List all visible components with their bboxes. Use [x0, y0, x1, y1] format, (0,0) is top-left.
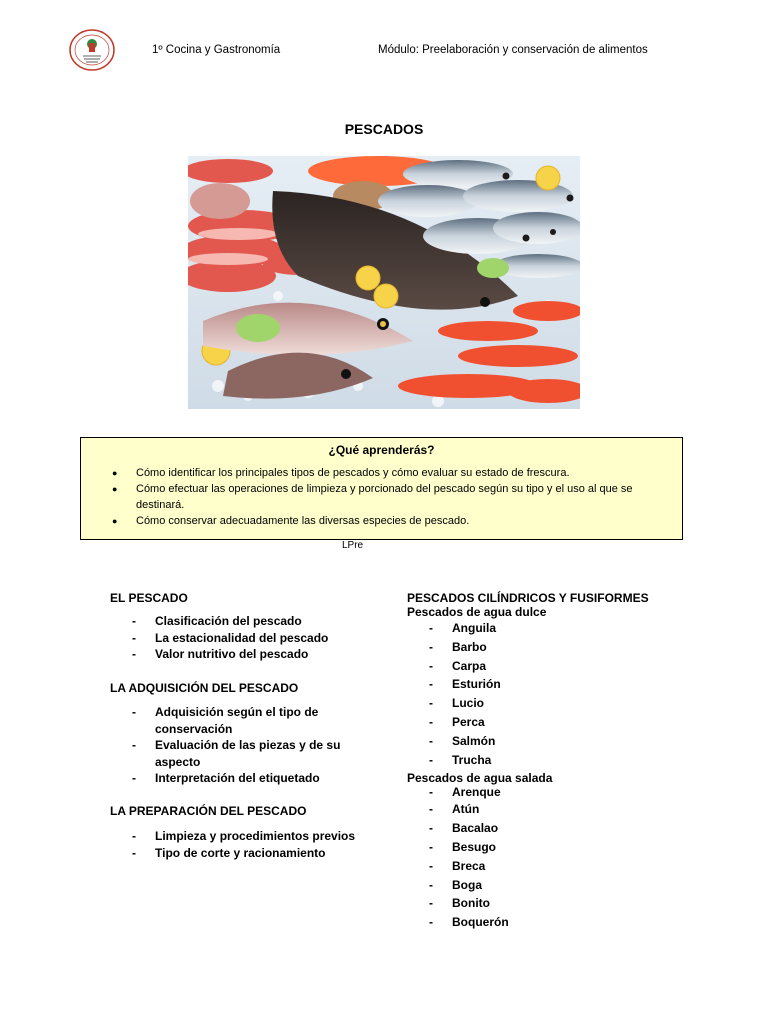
learning-objectives-title: ¿Qué aprenderás? — [328, 443, 435, 457]
section-fish-types — [407, 591, 707, 932]
list-item: - Besugo — [429, 839, 497, 854]
list-item: - Tipo de corte y racionamiento — [132, 845, 326, 860]
list-item: - Valor nutritivo del pescado — [132, 647, 309, 661]
list-item: - Bacalao — [429, 821, 499, 836]
list-item: - Lucio — [429, 696, 484, 711]
list-item: - Clasificación del pescado — [132, 614, 302, 628]
bullet-icon: ● — [112, 468, 118, 478]
list-item: - Evaluación de las piezas y de su aspecto — [132, 738, 341, 769]
fish-market-photo — [188, 156, 580, 409]
module-name: Módulo: Preelaboración y conservación de alimentos — [378, 44, 648, 56]
learning-objectives-list — [81, 465, 681, 529]
saltwater-list — [407, 785, 707, 932]
course-name: 1º Cocina y Gastronomía — [152, 44, 281, 56]
list-item: - Interpretación del etiquetado — [132, 771, 320, 785]
section-title: LA PREPARACIÓN DEL PESCADO — [110, 804, 307, 818]
list-item: - Trucha — [429, 752, 492, 767]
bullet-icon: ● — [112, 484, 118, 494]
section-list — [110, 613, 380, 663]
list-item: - Anguila — [429, 621, 496, 635]
freshwater-title: Pescados de agua dulce — [407, 605, 547, 619]
list-item: - Salmón — [429, 733, 496, 748]
list-item: - Boga — [429, 877, 482, 892]
list-item: ● Cómo conservar adecuadamente las diversas especies de pescado. — [112, 515, 470, 527]
list-item: - La estacionalidad del pescado — [132, 630, 329, 645]
section-title: EL PESCADO — [110, 591, 188, 605]
section-list — [110, 828, 380, 861]
list-item: - Adquisición según el tipo de conservación — [132, 705, 319, 736]
list-item: ● Cómo efectuar las operaciones de limpieza y porcionado del pescado según su tipo y el uso al que se destinará. — [112, 483, 633, 511]
learning-objectives-box — [80, 437, 683, 540]
section-title: PESCADOS CILÍNDRICOS Y FUSIFORMES — [407, 591, 649, 605]
section-title: LA ADQUISICIÓN DEL PESCADO — [110, 681, 299, 695]
section-preparacion — [110, 804, 380, 861]
list-item: - Esturión — [429, 677, 501, 692]
school-logo-icon — [68, 28, 116, 72]
page-title: PESCADOS — [344, 121, 424, 137]
stray-text: LPre — [342, 540, 364, 551]
list-item: - Bonito — [429, 896, 490, 911]
list-item: - Limpieza y procedimientos previos — [132, 829, 356, 843]
list-item: - Carpa — [429, 658, 487, 673]
section-list — [110, 704, 350, 787]
bullet-icon: ● — [112, 516, 118, 526]
section-adquisicion — [110, 681, 380, 787]
list-item: ● Cómo identificar los principales tipos de pescados y cómo evaluar su estado de frescura. — [112, 467, 570, 479]
saltwater-title: Pescados de agua salada — [407, 771, 553, 786]
list-item: - Atún — [429, 802, 480, 817]
list-item: - Arenque — [429, 785, 501, 800]
list-item: - Breca — [429, 858, 486, 873]
freshwater-list — [407, 619, 707, 769]
section-el-pescado — [110, 591, 380, 663]
list-item: - Barbo — [429, 639, 487, 654]
list-item: - Boquerón — [429, 915, 509, 930]
list-item: - Perca — [429, 714, 485, 729]
